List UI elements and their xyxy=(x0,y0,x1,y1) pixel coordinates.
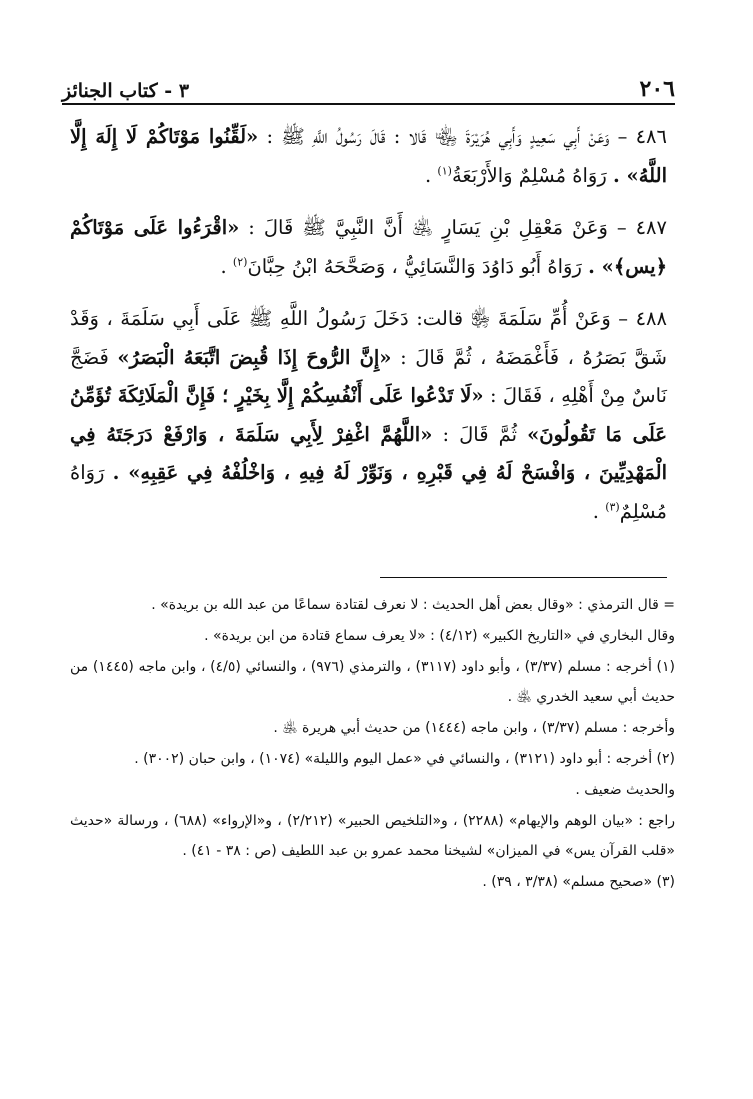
hadith-488-quote-3: «اللَّهُمَّ اغْفِرْ لِأَبِي سَلَمَةَ ، وَارْفَعْ دَرَجَتَهُ فِي الْمَهْدِيِّينَ ، وَافْسَحْ لَهُ فِي قَبْرِهِ ، وَنَوِّرْ لَهُ فِيهِ ، وَاخْلُفْهُ فِي عَقِبِهِ» . xyxy=(70,422,668,484)
hadith-488-attribution: رَوَاهُ مُسْلِمٌ xyxy=(70,461,667,523)
hadith-487-attribution: رَوَاهُ أَبُو دَاوُدَ وَالنَّسَائِيُّ ، وَصَحَّحَهُ ابْنُ حِبَّانَ xyxy=(247,254,582,278)
hadith-487 xyxy=(70,209,667,286)
hadith-488-end: . xyxy=(592,499,599,523)
page-number: ٢٠٦ xyxy=(639,76,675,102)
footnote-line: (١) أخرجه : مسلم (٣/٣٧) ، وأبو داود (٣١١٧) ، والترمذي (٩٧٦) ، والنسائي (٤/٥) ، وابن ماجه (١٤٤٥) من حديث أبي سعيد الخدري ﵁ . xyxy=(70,658,675,706)
footnote-line: (٢) أخرجه : أبو داود (٣١٢١) ، والنسائي في «عمل اليوم والليلة» (١٠٧٤) ، وابن حبان (٣٠٠٢) . xyxy=(134,750,675,767)
footnote-line: والحديث ضعيف . xyxy=(575,781,675,798)
chapter-title: ٣ - كتاب الجنائز xyxy=(62,80,190,102)
hadith-487-lead: ٤٨٧ – وَعَنْ مَعْقِلِ بْنِ يَسَارٍ ﵁ أَنَّ النَّبِيَّ ﷺ قَالَ : xyxy=(248,216,667,239)
footnotes xyxy=(70,590,675,898)
running-header xyxy=(62,66,675,102)
hadith-487-quote: «اقْرَءُوا عَلَى مَوْتَاكُمْ ﴿يس﴾» . xyxy=(70,216,667,278)
hadith-487-end: . xyxy=(220,254,227,278)
footnote-line: (٣) «صحيح مسلم» (٣/٣٨ ، ٣٩) . xyxy=(482,874,675,891)
hadith-488-mid-1: فَضَجَّ نَاسٌ مِنْ أَهْلِهِ ، فَقَالَ : xyxy=(70,345,667,407)
footnote-line: وقال البخاري في «التاريخ الكبير» (٤/١٢) : «لا يعرف سماع قتادة من ابن بريدة» . xyxy=(204,627,675,644)
hadith-486-end: . xyxy=(425,163,432,187)
header-rule xyxy=(62,103,675,105)
hadith-488-footnote-ref: (٣) xyxy=(605,500,620,513)
hadith-488-lead: ٤٨٨ – وَعَنْ أُمِّ سَلَمَةَ ﵂ قالت: دَخَلَ رَسُولُ اللَّهِ ﷺ عَلَى أَبِي سَلَمَةَ ، وَقَدْ شَقَّ بَصَرُهُ ، فَأَغْمَضَهُ ، ثُمَّ قَالَ : xyxy=(70,307,667,369)
footnote-line: = قال الترمذي : «وقال بعض أهل الحديث : لا نعرف لقتادة سماعًا من عبد الله بن بريدة» . xyxy=(151,597,675,613)
footnote-separator xyxy=(380,577,667,578)
hadith-486 xyxy=(70,118,667,195)
hadith-486-lead: ٤٨٦ – وَعَنْ أَبِي سَعِيدٍ وَأَبِي هُرَيْرَةَ ﵄ قَالا : قَالَ رَسُولُ اللَّهِ ﷺ : xyxy=(266,125,667,148)
hadith-486-attribution: رَوَاهُ مُسْلِمٌ وَالأَرْبَعَةُ xyxy=(451,163,607,187)
hadith-486-footnote-ref: (١) xyxy=(437,164,452,177)
hadith-488-quote-1: «إِنَّ الرُّوحَ إِذَا قُبِضَ اتَّبَعَهُ الْبَصَرُ» xyxy=(117,345,392,369)
footnote-line: راجع : «بيان الوهم والإيهام» (٢٢٨٨) ، و«التلخيص الحبير» (٢/٢١٢) ، و«الإرواء» (٦٨٨) ، ورسالة «حديث «قلب القرآن يس» في الميزان» لشيخنا محمد عمرو بن عبد اللطيف (ص : ٣٨ - ٤١) . xyxy=(70,812,675,860)
hadith-488-quote-2: «لَا تَدْعُوا عَلَى أَنْفُسِكُمْ إِلَّا بِخَيْرٍ ؛ فَإِنَّ الْمَلَائِكَةَ تُؤَمِّنُ عَلَى مَا تَقُولُونَ» xyxy=(70,384,667,446)
hadith-486-quote: «لَقِّنُوا مَوْتَاكُمْ لَا إِلَهَ إِلَّا اللَّهُ» . xyxy=(70,125,667,187)
hadith-487-footnote-ref: (٢) xyxy=(232,255,248,268)
hadith-488 xyxy=(70,300,667,531)
hadith-488-mid-2: ثُمَّ قَالَ : xyxy=(442,422,517,446)
footnote-line: وأخرجه : مسلم (٣/٣٧) ، وابن ماجه (١٤٤٤) من حديث أبي هريرة ﵁ . xyxy=(273,720,675,737)
main-text xyxy=(70,118,667,545)
